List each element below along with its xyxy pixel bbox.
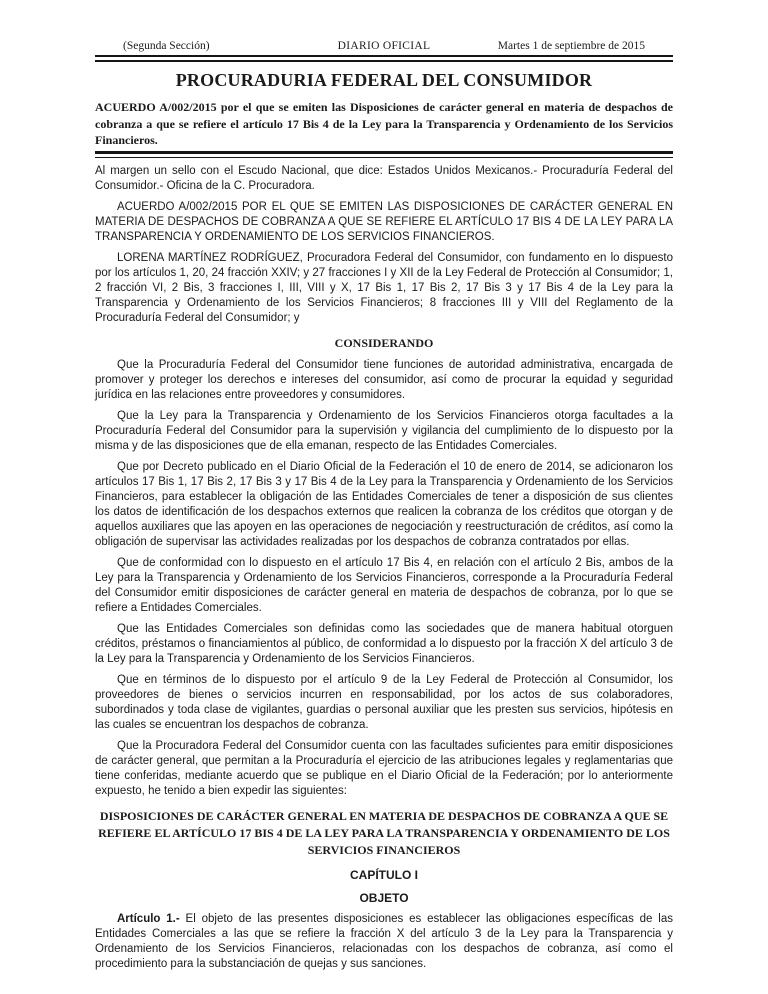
agency-title: PROCURADURIA FEDERAL DEL CONSUMIDOR [175, 70, 593, 90]
articulo-1-text: El objeto de las presentes disposiciones es establecer las obligaciones específicas de las Entidades Comerciales a las que se refiere la fracción X del artículo 3 de la Ley para la Transparencia y Ordenamiento de los Servicios Financieros, relacionadas con los despachos de cobranza, así como el procedimiento para la substanciación de quejas y sus sanciones. [95, 912, 673, 970]
considerando-paragraph-4: Que de conformidad con lo dispuesto en el artículo 17 Bis 4, en relación con el artículo 2 Bis, ambos de la Ley para la Transparencia y Ordenamiento de los Servicios Financieros, corresponde a la Procuraduría Federal del Consumidor emitir disposiciones de carácter general en materia de despachos de cobranza, por lo que se refiere a Entidades Comerciales. [95, 556, 673, 614]
articulo-1-label: Artículo 1.- [117, 912, 180, 925]
header-date: Martes 1 de septiembre de 2015 [497, 40, 645, 52]
considerando-paragraph-5: Que las Entidades Comerciales son definidas como las sociedades que de manera habitual otorguen créditos, préstamos o financiamientos al público, de conformidad a lo dispuesto por la fracción X del artículo 3 de la Ley para la Transparencia y Ordenamiento de los Servicios Financieros. [95, 622, 673, 665]
al-margen-paragraph: Al margen un sello con el Escudo Nacional, que dice: Estados Unidos Mexicanos.- Procuraduría Federal del Consumidor.- Oficina de la C. Procuradora. [95, 164, 673, 192]
articulo-1-paragraph [95, 912, 673, 972]
header-section-label: (Segunda Sección) [123, 40, 210, 52]
objeto-heading: OBJETO [359, 890, 409, 905]
summary-divider [95, 151, 673, 158]
header-journal-name: DIARIO OFICIAL [337, 40, 431, 52]
capitulo-heading: CAPÍTULO I [350, 867, 418, 882]
considerando-heading: CONSIDERANDO [334, 335, 434, 350]
acuerdo-caps-paragraph: ACUERDO A/002/2015 POR EL QUE SE EMITEN LAS DISPOSICIONES DE CARÁCTER GENERAL EN MATERIA DE DESPACHOS DE COBRANZA A QUE SE REFIERE EL ARTÍCULO 17 BIS 4 DE LA LEY PARA LA TRANSPARENCIA Y ORDENAMIENTO DE LOS SERVICIOS FINANCIEROS. [95, 200, 673, 243]
considerando-paragraph-7: Que la Procuradora Federal del Consumidor cuenta con las facultades suficientes para emitir disposiciones de carácter general, que permitan a la Procuraduría el ejercicio de las atribuciones legales y reglamentarias que tiene conferidas, mediante acuerdo que se publique en el Diario Oficial de la Federación; por lo anteriormente expuesto, he tenido a bien expedir las siguientes: [95, 739, 673, 797]
header-divider [95, 55, 673, 62]
considerando-paragraph-3: Que por Decreto publicado en el Diario Oficial de la Federación el 10 de enero de 2014, se adicionaron los artículos 17 Bis 1, 17 Bis 2, 17 Bis 3 y 17 Bis 4 de la Ley para la Transparencia y Ordenamiento de los Servicios Financieros, para establecer la obligación de las Entidades Comerciales de tener a disposición de sus clientes los datos de identificación de los despachos externos que realicen la cobranza de los créditos que otorgan y de aquellos auxiliares que las apoyen en las operaciones de negociación y reestructuración de créditos, así como la obligación de supervisar las actividades realizadas por los despachos de cobranza contratados por ellas. [95, 460, 673, 548]
disposiciones-heading: DISPOSICIONES DE CARÁCTER GENERAL EN MATERIA DE DESPACHOS DE COBRANZA A QUE SE REFIERE EL ARTÍCULO 17 BIS 4 DE LA LEY PARA LA TRANSPARENCIA Y ORDENAMIENTO DE LOS SERVICIOS FINANCIEROS [98, 808, 670, 857]
page-header [95, 40, 673, 52]
considerando-paragraph-1: Que la Procuraduría Federal del Consumidor tiene funciones de autoridad administrativa, encargada de promover y proteger los derechos e intereses del consumidor, así como de procurar la equidad y seguridad jurídica en las relaciones entre proveedores y consumidores. [95, 358, 673, 401]
acuerdo-summary: ACUERDO A/002/2015 por el que se emiten las Disposiciones de carácter general en materia de despachos de cobranza a que se refiere el artículo 17 Bis 4 de la Ley para la Transparencia y Ordenamiento de los Servicios Financieros. [95, 100, 673, 147]
considerando-paragraph-2: Que la Ley para la Transparencia y Ordenamiento de los Servicios Financieros otorga facultades a la Procuraduría Federal del Consumidor para la supervisión y vigilancia del cumplimiento de lo dispuesto por la misma y de las disposiciones que de ella emanan, respecto de las Entidades Comerciales. [95, 409, 673, 452]
preamble-paragraph: LORENA MARTÍNEZ RODRÍGUEZ, Procuradora Federal del Consumidor, con fundamento en lo dispuesto por los artículos 1, 20, 24 fracción XXIV; y 27 fracciones I y XII de la Ley Federal de Protección al Consumidor; 1, 2 fracción VI, 2 Bis, 3 fracciones I, III, VIII y X, 17 Bis 1, 17 Bis 2, 17 Bis 3 y 17 Bis 4 de la Ley para la Transparencia y Ordenamiento de los Servicios Financieros; 8 fracciones III y VIII del Reglamento de la Procuraduría Federal del Consumidor; y [95, 251, 673, 324]
considerando-paragraph-6: Que en términos de lo dispuesto por el artículo 9 de la Ley Federal de Protección al Consumidor, los proveedores de bienes o servicios incurren en responsabilidad, por los actos de sus colaboradores, subordinados y toda clase de vigilantes, guardias o personal auxiliar que les presten sus servicios, hipótesis en las cuales se encuentran los despachos de cobranza. [95, 673, 673, 731]
